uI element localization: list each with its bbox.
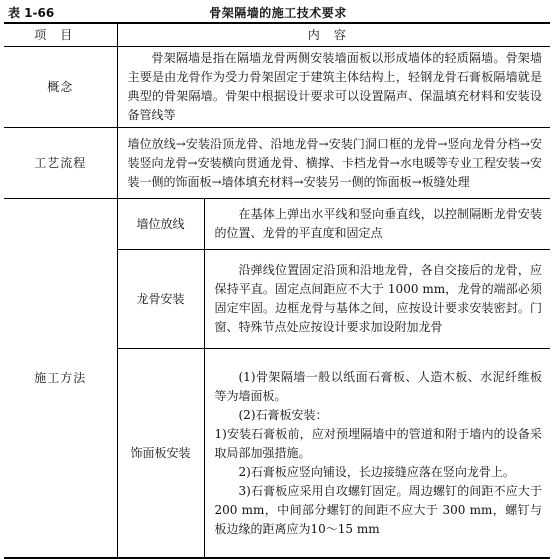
sub-label-keel-install: 龙骨安装 — [117, 250, 204, 349]
panel-para-5: 3)石膏板应采用自攻螺钉固定。周边螺钉的间距不应大于 200 mm，中间部分螺钉的间距不应大于 300 mm，螺钉与板边缘的距离应为10～15 mm — [214, 483, 543, 536]
header-content: 内容 — [117, 23, 550, 47]
table-number: 表 1-66 — [8, 6, 55, 20]
panel-para-3: 1)安装石膏板前，应对预埋隔墙中的管道和附于墙内的设备采取局部加强措施。 — [214, 426, 543, 460]
requirements-table — [4, 22, 550, 559]
header-item: 项目 — [4, 23, 117, 47]
table-row-concept — [4, 47, 550, 128]
table-title: 骨架隔墙的施工技术要求 — [209, 6, 347, 20]
table-row-method-1 — [4, 199, 550, 250]
row-content-concept: 骨架隔墙是指在隔墙龙骨两侧安装墙面板以形成墙体的轻质隔墙。骨架墙主要是由龙骨作为受力骨架固定于建筑主体结构上，轻钢龙骨石膏板隔墙就是典型的骨架隔墙。骨架中根据设计要求可以设置隔声、保温填充材料和安装设备管线等 — [117, 47, 550, 128]
row-content-process: 墙位放线→安装沿顶龙骨、沿地龙骨→安装门洞口框的龙骨→竖向龙骨分档→安装竖向龙骨→安装横向贯通龙骨、横撑、卡档龙骨→水电暖等专业工程安装→安装一侧的饰面板→墙体填充材料→安装另一侧的饰面板→板缝处理 — [117, 128, 550, 199]
sub-content-keel-install: 沿弹线位置固定沿顶和沿地龙骨，各自交接后的龙骨，应保持平直。固定点间距应不大于 1000 mm，龙骨的端部必须固定牢固。边框龙骨与基体之间，应按设计要求安装密封。门窗、特殊节点处应按设计要求加设附加龙骨 — [204, 250, 550, 349]
sub-label-layout: 墙位放线 — [117, 199, 204, 250]
panel-para-1: (1)骨架隔墙一般以纸面石膏板、人造木板、水泥纤维板等为墙面板。 — [214, 369, 543, 403]
row-label-method: 施工方法 — [4, 199, 117, 559]
row-label-process: 工艺流程 — [4, 128, 117, 199]
panel-para-2: (2)石膏板安装： — [238, 407, 328, 422]
sub-content-panel-install — [204, 349, 550, 559]
table-row-process — [4, 128, 550, 199]
table-caption — [4, 2, 552, 20]
row-label-concept: 概念 — [4, 47, 117, 128]
sub-content-layout: 在基体上弹出水平线和竖向垂直线，以控制隔断龙骨安装的位置、龙骨的平直度和固定点 — [204, 199, 550, 250]
sub-label-panel-install: 饰面板安装 — [117, 349, 204, 559]
panel-para-4: 2)石膏板应竖向铺设，长边接缝应落在竖向龙骨上。 — [238, 464, 515, 479]
table-header-row — [4, 23, 550, 47]
